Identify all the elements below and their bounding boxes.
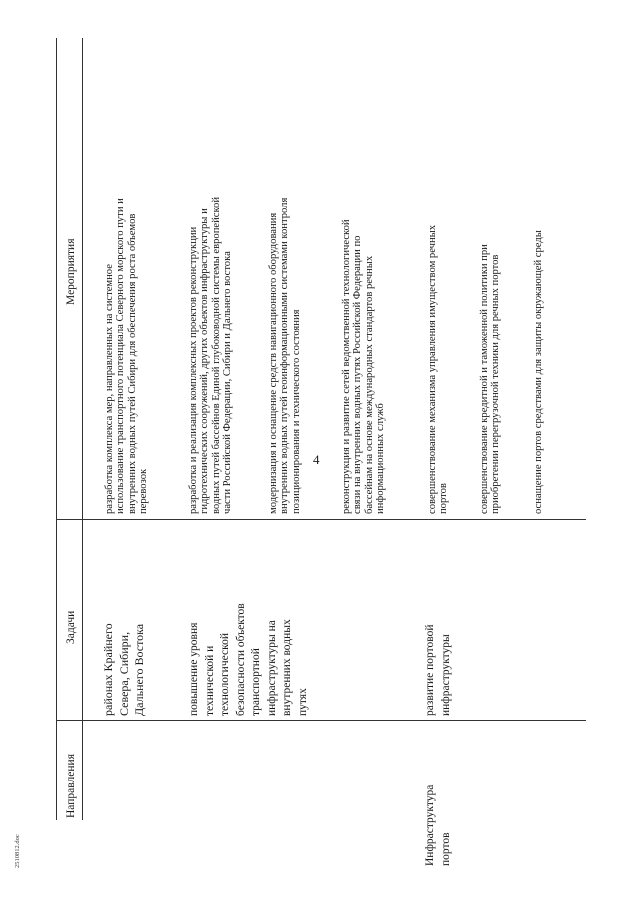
row3-measure-2: совершенствование кредитной и таможенной политики при приобретении перегрузочной техники для речных портов [479,244,502,514]
row2-task: повышение уровня технической и технологической безопасности объектов транспортной инфраструктуры на внутренних водных путях [188,603,309,716]
document-id: 2510812.doc [14,834,21,868]
row3-task: развитие портовой инфраструктуры [424,624,452,716]
row3-measure-1: совершенствование механизма управления имуществом речных портов [427,224,450,514]
row2-measure-3: реконструкция и развитие сетей ведомственной технологической связи на внутренних водных путях Российской Федерации по бассейнам на основе международных стандартов речных информационных служб [341,219,387,514]
column-divider-1 [56,720,586,721]
header-tasks: Задачи [65,610,77,644]
row2-measure-2: модернизация и оснащение средств навигационного оборудования внутренних водных путей геоинформационными системами контроля позиционирования и технического состояния [268,197,302,514]
page-number: 4 [313,452,320,467]
row2-measure-1: разработка и реализация комплексных проектов реконструкции гидротехнических сооружений, других объектов инфраструктуры и водных путей бассейнов Единой глубоководной системы европейской части Российской Федерации, Сибири и Дальнего востока [188,196,234,514]
row1-task: районах Крайнего Севера, Сибири, Дальнего Востока [101,623,146,716]
row3-direction: Инфраструктура портов [424,784,452,866]
header-row-divider [82,38,83,820]
header-directions: Направления [65,754,77,818]
row1-measure-1: разработка комплекса мер, направленных на системное использование транспортного потенциала Северного морского пути и внутренних водных путей Сибири для обеспечения роста объемов перевозок [104,198,150,514]
table-top-border [56,38,57,820]
header-measures: Мероприятия [65,238,77,305]
column-divider-2 [56,519,586,520]
row3-measure-3: оснащение портов средствами для защиты окружающей среды [533,230,544,514]
